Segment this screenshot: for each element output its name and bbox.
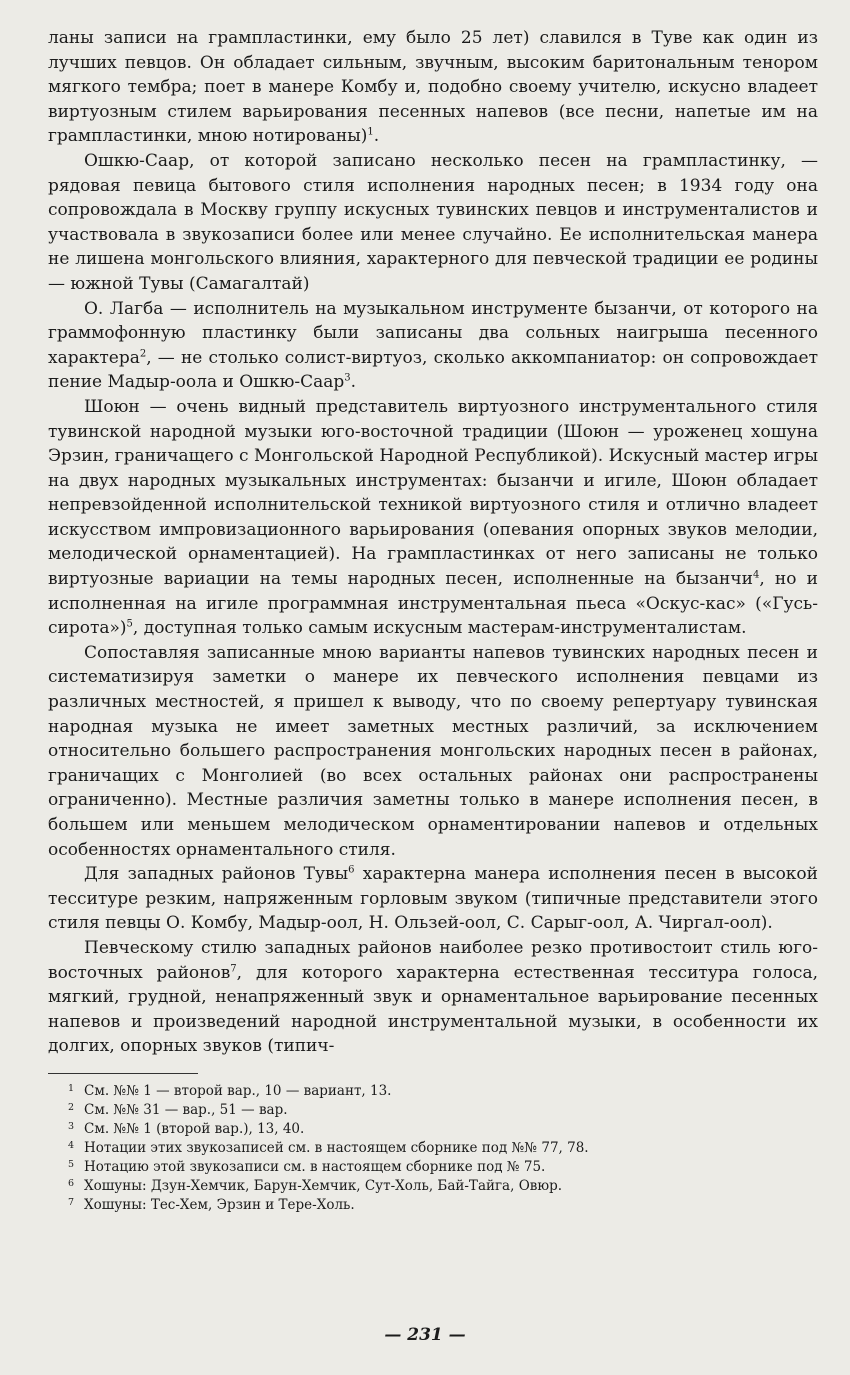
text-run: Шоюн — очень видный представитель виртуозного инструментального стиля тувинской народной музыки юго-восточной традиции (Шоюн — уроженец хошуна Эрзин, граничащего с Монгольской Народной Республикой). Искусный мастер игры на двух народных музыкальных инструментах: бызанчи и игиле, Шоюн обладает непревзойденной исполнительской техникой виртуозного стиля и отлично владеет искусством импровизационного варьирования (опевания опорных звуков мелодии, мелодической орнаментацией). На грампластинках от него записаны не только виртуозные вариации на темы народных песен, исполненные на бызанчи [48, 396, 818, 590]
footnote [48, 1101, 818, 1120]
footnote-text: Хошуны: Тес-Хем, Эрзин и Тере-Холь. [84, 1196, 355, 1213]
paragraph [48, 862, 818, 936]
footnote [48, 1139, 818, 1158]
footnotes-list [48, 1082, 818, 1215]
footnote [48, 1158, 818, 1177]
footnote-number: 3 [68, 1120, 75, 1132]
footnote-number: 1 [68, 1082, 75, 1094]
footnote-number: 4 [68, 1139, 75, 1151]
footnote-text: См. №№ 1 (второй вар.), 13, 40. [84, 1120, 305, 1137]
main-text [48, 26, 818, 1059]
footnote-text: См. №№ 31 — вар., 51 — вар. [84, 1101, 288, 1118]
footnote [48, 1082, 818, 1101]
footnote-text: Нотацию этой звукозаписи см. в настоящем сборнике под № 75. [84, 1158, 546, 1175]
footnote-number: 7 [68, 1196, 75, 1208]
paragraph [48, 297, 818, 395]
footnote-text: Хошуны: Дзун-Хемчик, Барун-Хемчик, Сут-Холь, Бай-Тайга, Овюр. [84, 1177, 563, 1194]
text-run: , — не столько солист-виртуоз, сколько аккомпаниатор: он сопровождает пение Мадыр-оола и Ошкю-Саар [48, 347, 818, 393]
paragraph [48, 395, 818, 641]
paragraph [48, 26, 818, 149]
footnote-ref: 1 [367, 126, 374, 138]
text-run: , но и исполненная на игиле программная инструментальная пьеса «Оскус-кас» («Гусь-сирота») [48, 569, 818, 639]
text-run: , для которого характерна естественная тесситура голоса, мягкий, грудной, ненапряженный звук и орнаментальное варьирование песенных напевов и произведений народной инструментальной музыки, в особенности их долгих, опорных звуков (типич- [48, 962, 818, 1057]
text-run: Певческому стилю западных районов наиболее резко противостоит стиль юго-восточных районов [48, 937, 818, 983]
footnote-divider [48, 1073, 198, 1074]
footnote-ref: 2 [139, 348, 147, 360]
footnote-ref: 6 [348, 864, 355, 876]
text-run: О. Лагба — исполнитель на музыкальном инструменте бызанчи, от которого на граммофонную пластинку были записаны два сольных наигрыша песенного характера [48, 298, 818, 368]
footnote-ref: 3 [344, 372, 351, 384]
text-run: характерна манера исполнения песен в высокой тесситуре резким, напряженным горловым звуком (типичные представители этого стиля певцы О. Комбу, Мадыр-оол, Н. Ользей-оол, С. Сарыг-оол, А. Чиргал-оол). [48, 864, 818, 934]
footnote [48, 1177, 818, 1196]
footnote-ref: 5 [126, 618, 133, 630]
paragraph [48, 641, 818, 862]
footnote-ref: 4 [752, 569, 760, 581]
text-run: . [350, 372, 357, 393]
page-number: — 231 — [384, 1325, 466, 1345]
footnote-number: 2 [68, 1101, 75, 1113]
text-run: . [373, 126, 380, 147]
footnote [48, 1196, 818, 1215]
text-run: , доступная только самым искусным мастерам-инструменталистам. [132, 618, 747, 639]
text-run: Для западных районов Тувы [84, 864, 349, 885]
footnote-text: Нотации этих звукозаписей см. в настоящем сборнике под №№ 77, 78. [84, 1139, 589, 1156]
footnote-text: См. №№ 1 — второй вар., 10 — вариант, 13. [84, 1082, 392, 1099]
paragraph [48, 936, 818, 1059]
footnote-number: 6 [68, 1177, 75, 1189]
text-run: Ошкю-Саар, от которой записано несколько песен на грампластинку, — рядовая певица бытового стиля исполнения народных песен; в 1934 году она сопровождала в Москву группу искусных тувинских певцов и инструменталистов и участвовала в звукозаписи более или менее случайно. Ее исполнительская манера не лишена монгольского влияния, характерного для певческой традиции ее родины — южной Тувы (Самагалтай) [48, 150, 818, 294]
paragraph [48, 149, 818, 297]
text-run: Сопоставляя записанные мною варианты напевов тувинских народных песен и систематизируя заметки о манере их певческого исполнения певцами из различных местностей, я пришел к выводу, что по своему репертуару тувинская народная музыка не имеет заметных местных различий, за исключением относительно большего распространения монгольских народных песен в районах, граничащих с Монголией (во всех остальных районах они распространены ограниченно). Местные различия заметны только в манере исполнения песен, в большем или меньшем мелодическом орнаментировании напевов и отдельных особенностях орнаментального стиля. [48, 642, 818, 860]
footnote-number: 5 [68, 1158, 75, 1170]
text-run: ланы записи на грампластинки, ему было 25 лет) славился в Туве как один из лучших певцов. Он обладает сильным, звучным, высоким баритональным тенором мягкого тембра; поет в манере Комбу и, подобно своему учителю, искусно владеет виртуозным стилем варьирования песенных напевов (все песни, напетые им на грампластинки, мною нотированы) [48, 28, 818, 147]
footnote-ref: 7 [230, 962, 237, 974]
footnote [48, 1120, 818, 1139]
